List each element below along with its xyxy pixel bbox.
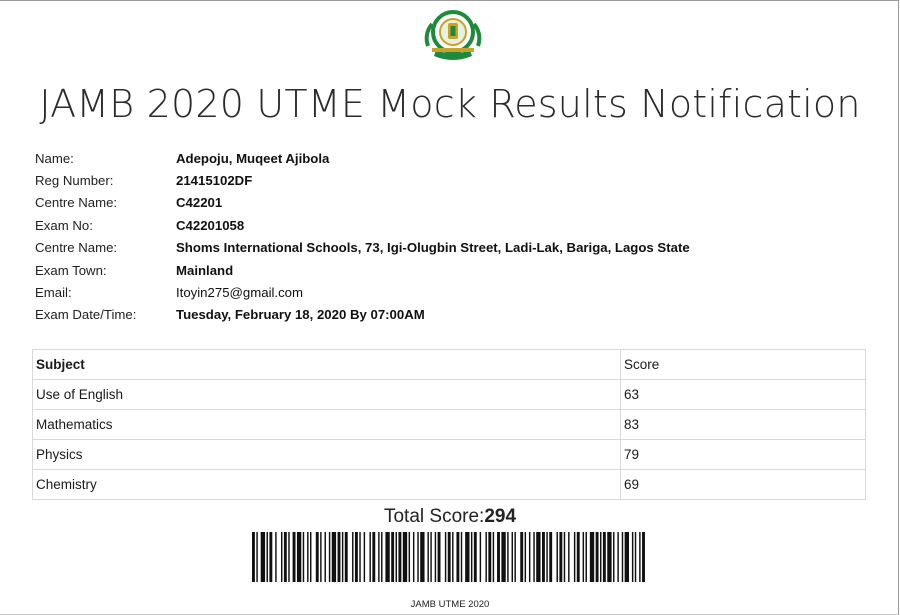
barcode-bar [574, 532, 575, 582]
exam-town-value: Mainland [176, 262, 234, 278]
table-row [33, 380, 866, 410]
barcode-bar [501, 532, 505, 582]
barcode-bar [507, 532, 508, 582]
barcode-bar [583, 532, 584, 582]
barcode-bar [639, 532, 640, 582]
barcode-bar [303, 532, 304, 582]
info-label: Name: [35, 150, 74, 166]
barcode-bar [329, 532, 330, 582]
column-header-score: Score [621, 350, 866, 380]
info-row-email [35, 281, 855, 303]
info-row-centre-name [35, 237, 855, 259]
barcode-bar [465, 532, 469, 582]
barcode-bar [456, 532, 459, 582]
barcode-bar [369, 532, 370, 582]
info-label: Reg Number: [35, 173, 114, 189]
barcode-bar [342, 532, 343, 582]
centre-code-value: C42201 [176, 195, 223, 211]
barcode-bar [568, 532, 569, 582]
barcode-bar [355, 532, 358, 582]
score-cell: 63 [621, 380, 866, 410]
info-row-exam-no [35, 214, 855, 236]
barcode-bar [381, 532, 382, 582]
barcode-bar [635, 532, 636, 582]
barcode-bar [536, 532, 540, 582]
barcode-bar [359, 532, 360, 582]
barcode-bar [378, 532, 379, 582]
barcode-bar [275, 532, 276, 582]
barcode-bar [642, 532, 645, 582]
barcode-icon [252, 532, 648, 582]
info-row-exam-datetime [35, 304, 855, 326]
barcode-bar [546, 532, 547, 582]
barcode-bar [474, 532, 477, 582]
barcode-bar [512, 532, 513, 582]
results-table [32, 349, 866, 500]
barcode-bar [514, 532, 515, 582]
barcode-bar [403, 532, 407, 582]
barcode-bar [497, 532, 500, 582]
total-score [0, 506, 900, 528]
info-label: Centre Name: [35, 195, 118, 211]
reg-number-value: 21415102DF [176, 173, 253, 189]
barcode-bar [398, 532, 401, 582]
info-row-reg-number [35, 169, 855, 191]
centre-name-value: Shoms International Schools, 73, Igi-Olugbin Street, Ladi-Lak, Bariga, Lagos State [176, 240, 690, 256]
score-cell: 83 [621, 410, 866, 440]
info-label: Exam No: [35, 217, 93, 233]
barcode-bar [471, 532, 472, 582]
barcode-bar [417, 532, 418, 582]
barcode-bar [600, 532, 601, 582]
barcode-bar [564, 532, 565, 582]
score-cell: 69 [621, 470, 866, 500]
info-row-exam-town [35, 259, 855, 281]
barcode-bar [542, 532, 545, 582]
barcode-bar [622, 532, 623, 582]
page-title: JAMB 2020 UTME Mock Results Notification [39, 82, 861, 126]
subject-cell: Use of English [33, 380, 621, 410]
barcode-bar [332, 532, 336, 582]
score-cell: 79 [621, 440, 866, 470]
barcode-bar [452, 532, 453, 582]
barcode-bar [261, 532, 265, 582]
barcode-bar [420, 532, 424, 582]
barcode-bar [557, 532, 558, 582]
info-row-centre-code [35, 192, 855, 214]
table-row [33, 410, 866, 440]
barcode-bar [352, 532, 353, 582]
barcode-bar [448, 532, 451, 582]
barcode-bar [586, 532, 587, 582]
exam-no-value: C42201058 [176, 217, 245, 233]
barcode-bar [435, 532, 436, 582]
barcode-bar [488, 532, 491, 582]
barcode-bar [267, 532, 268, 582]
barcode-bar [316, 532, 319, 582]
barcode-bar [493, 532, 494, 582]
table-row [33, 440, 866, 470]
barcode-bar [596, 532, 599, 582]
exam-datetime-value: Tuesday, February 18, 2020 By 07:00AM [176, 307, 425, 323]
info-label: Centre Name: [35, 240, 118, 256]
barcode-bar [445, 532, 446, 582]
jamb-crest-icon [418, 6, 488, 66]
table-row [33, 470, 866, 500]
barcode-bar [396, 532, 397, 582]
barcode-bar [590, 532, 594, 582]
barcode-bar [364, 532, 365, 582]
subject-cell: Physics [33, 440, 621, 470]
barcode-bar [438, 532, 441, 582]
candidate-info [35, 147, 855, 326]
barcode-bar [288, 532, 289, 582]
column-header-subject: Subject [33, 350, 621, 380]
table-header-row [33, 350, 866, 380]
barcode-bar [559, 532, 562, 582]
barcode-bar [409, 532, 410, 582]
barcode-bar [485, 532, 486, 582]
barcode-bar [307, 532, 308, 582]
barcode-bar [520, 532, 523, 582]
barcode-bar [603, 532, 606, 582]
barcode-bar [284, 532, 287, 582]
barcode-bar [252, 532, 255, 582]
barcode-bar [256, 532, 257, 582]
barcode-bar [297, 532, 301, 582]
barcode-caption: JAMB UTME 2020 [410, 599, 490, 610]
total-score-label: Total Score: [383, 506, 485, 527]
barcode-bar [525, 532, 526, 582]
barcode-bar [632, 532, 633, 582]
barcode-bar [549, 532, 552, 582]
info-label: Email: [35, 285, 72, 301]
barcode-bar [391, 532, 394, 582]
barcode-bar [413, 532, 414, 582]
info-label: Exam Date/Time: [35, 307, 137, 323]
barcode-bar [461, 532, 462, 582]
barcode-bar [625, 532, 629, 582]
barcode-bar [269, 532, 272, 582]
barcode-bar [427, 532, 428, 582]
barcode-bar [281, 532, 282, 582]
barcode-bar [607, 532, 611, 582]
barcode-bar [372, 532, 375, 582]
total-score-value: 294 [484, 506, 517, 527]
barcode-bar [613, 532, 614, 582]
barcode-bar [577, 532, 580, 582]
barcode-bar [325, 532, 326, 582]
subject-cell: Chemistry [33, 470, 621, 500]
barcode-bar [430, 532, 431, 582]
candidate-name-value: Adepoju, Muqeet Ajibola [176, 150, 330, 166]
barcode-bar [617, 532, 618, 582]
barcode-bar [320, 532, 321, 582]
barcode-bar [529, 532, 530, 582]
barcode-bar [293, 532, 296, 582]
barcode-bar [480, 532, 481, 582]
subject-cell: Mathematics [33, 410, 621, 440]
email-value: Itoyin275@gmail.com [176, 285, 304, 301]
info-label: Exam Town: [35, 262, 107, 278]
barcode-bar [310, 532, 311, 582]
info-row-name [35, 147, 855, 169]
barcode-bar [533, 532, 534, 582]
barcode-bar [385, 532, 389, 582]
barcode-bar [345, 532, 348, 582]
barcode-bar [338, 532, 341, 582]
